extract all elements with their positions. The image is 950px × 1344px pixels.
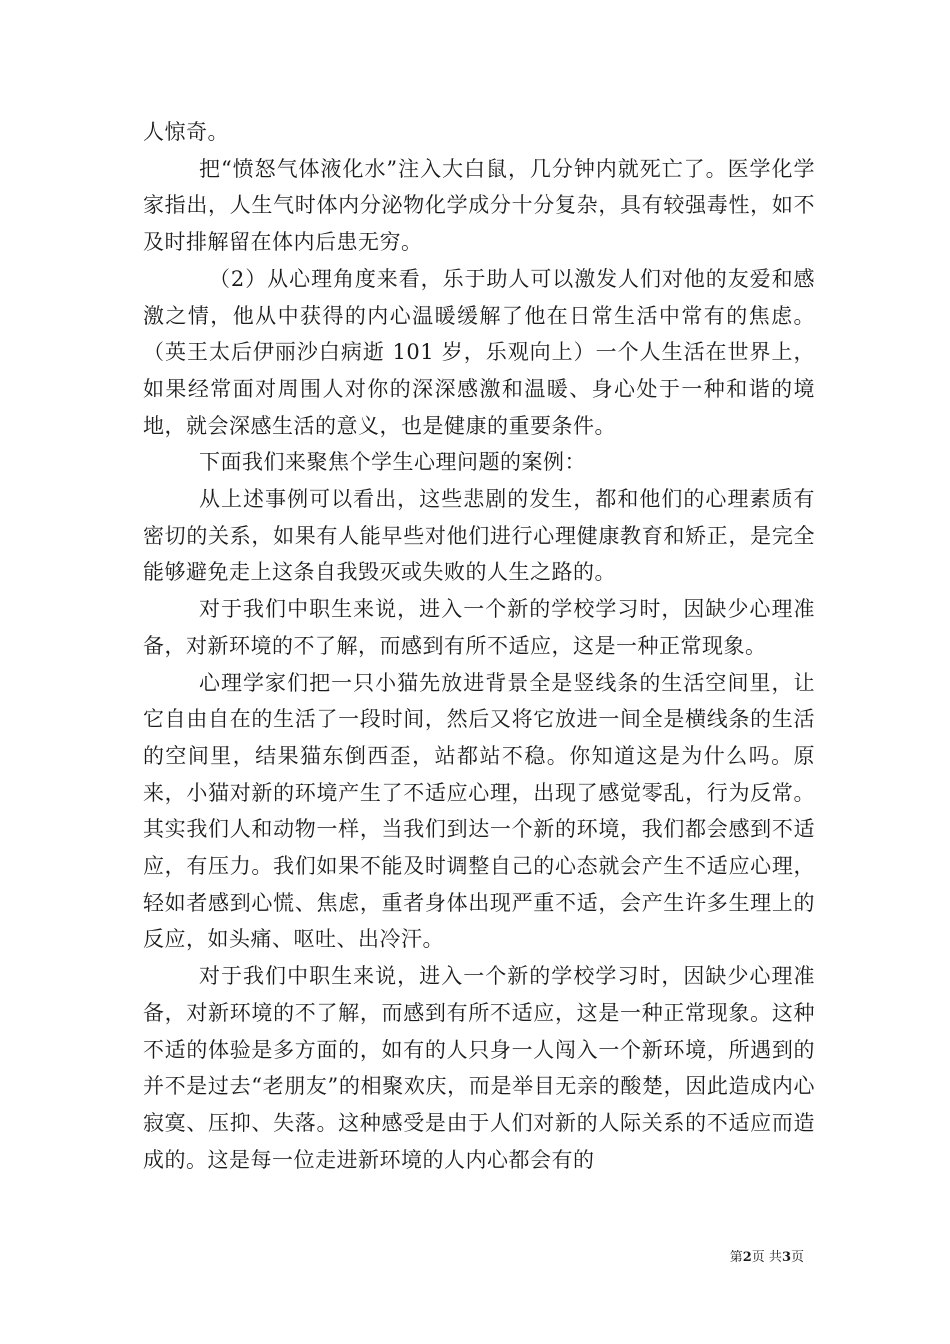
page-body — [143, 114, 815, 1178]
paragraph-1: 人惊奇。 — [143, 120, 229, 144]
footer-suffix: 页 — [790, 1250, 804, 1265]
footer-current-page: 2 — [742, 1250, 752, 1265]
footer-total-pages: 3 — [781, 1250, 791, 1265]
paragraph-3: （2）从心理角度来看，乐于助人可以激发人们对他的友爱和感激之情，他从中获得的内心温暖缓解了他在日常生活中常有的焦虑。（英王太后伊丽沙白病逝 101 岁，乐观向上）一个人生活在世界上，如果经常面对周围人对你的深深感激和温暖、身心处于一种和谐的境地，就会深感生活的意义，也是健康的重要条件。 — [143, 266, 815, 438]
footer-prefix: 第 — [729, 1250, 743, 1265]
page-number-footer — [700, 1246, 804, 1265]
footer-middle: 页 共 — [751, 1250, 782, 1265]
paragraph-5: 从上述事例可以看出，这些悲剧的发生，都和他们的心理素质有密切的关系，如果有人能早些对他们进行心理健康教育和矫正，是完全能够避免走上这条自我毁灭或失败的人生之路的。 — [143, 487, 815, 585]
paragraph-4: 下面我们来聚焦个学生心理问题的案例： — [199, 450, 586, 475]
paragraph-2: 把“愤怒气体液化水”注入大白鼠，几分钟内就死亡了。医学化学家指出，人生气时体内分泌物化学成分十分复杂，具有较强毒性，如不及时排解留在体内后患无穷。 — [143, 156, 815, 255]
paragraph-8: 对于我们中职生来说，进入一个新的学校学习时，因缺少心理准备，对新环境的不了解，而感到有所不适应，这是一种正常现象。这种不适的体验是多方面的，如有的人只身一人闯入一个新环境，所遇到的并不是过去“老朋友”的相聚欢庆，而是举目无亲的酸楚，因此造成内心寂寞、压抑、失落。这种感受是由于人们对新的人际关系的不适应而造成的。这是每一位走进新环境的人内心都会有的 — [143, 964, 815, 1172]
paragraph-6: 对于我们中职生来说，进入一个新的学校学习时，因缺少心理准备，对新环境的不了解，而感到有所不适应，这是一种正常现象。 — [143, 597, 815, 658]
paragraph-7: 心理学家们把一只小猫先放进背景全是竖线条的生活空间里，让它自由自在的生活了一段时间，然后又将它放进一间全是横线条的生活的空间里，结果猫东倒西歪，站都站不稳。你知道这是为什么吗。原来，小猫对新的环境产生了不适应心理，出现了感觉零乱，行为反常。其实我们人和动物一样，当我们到达一个新的环境，我们都会感到不适应，有压力。我们如果不能及时调整自己的心态就会产生不适应心理，轻如者感到心慌、焦虑，重者身体出现严重不适，会产生许多生理上的反应，如头痛、呕吐、出冷汗。 — [143, 670, 815, 952]
